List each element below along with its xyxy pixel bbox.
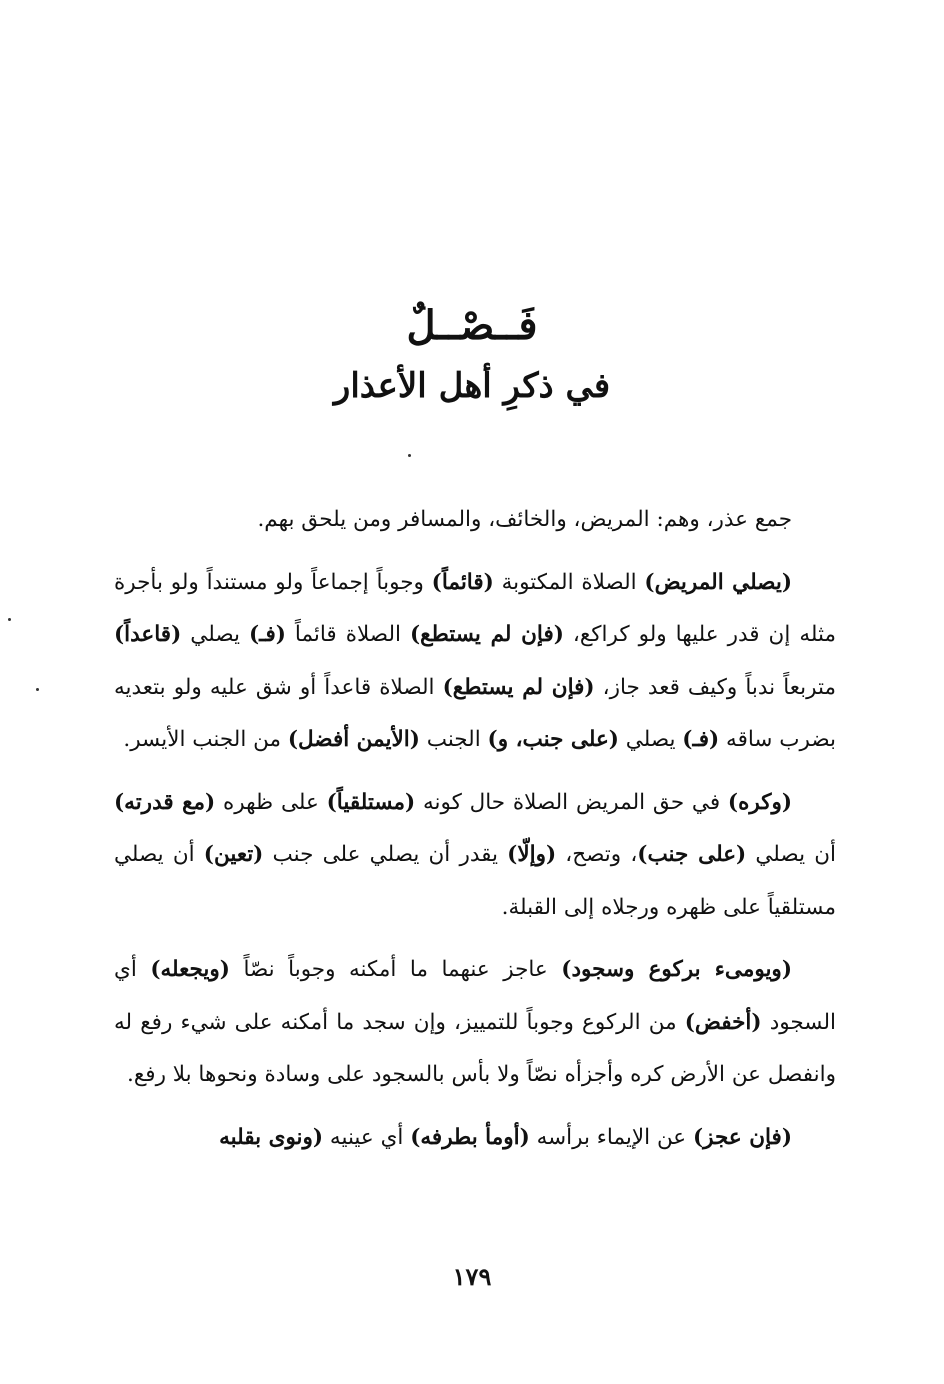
- paragraph: [114, 557, 836, 767]
- text-run: أي السجود: [114, 957, 836, 1035]
- text-run: يصلي: [618, 727, 683, 752]
- chapter-heading: فَــصْــلٌ: [406, 302, 538, 349]
- text-run: جمع عذر، وهم: المريض، والخائف، والمسافر ومن يلحق بهم.: [257, 507, 792, 532]
- paragraph: [114, 1112, 836, 1165]
- bold-term: (على جنب، و): [487, 727, 619, 752]
- bold-term: (الأيمن أفضل): [287, 727, 420, 752]
- text-run: أن يصلي مستلقياً على ظهره ورجلاه إلى القبلة.: [114, 842, 836, 920]
- bold-term: (قائماً): [431, 569, 494, 595]
- paragraph: [114, 944, 836, 1102]
- bold-term: (فـ): [248, 622, 286, 647]
- bold-term: (على جنب): [637, 842, 747, 867]
- bold-term: (وكره): [727, 789, 792, 815]
- text-run: يصلي: [181, 622, 249, 647]
- text-run: على ظهره: [215, 789, 327, 815]
- bold-term: (فإن لم يستطع): [410, 622, 564, 647]
- text-run: متربعاً ندباً وكيف قعد جاز،: [594, 674, 836, 700]
- text-run: من الركوع وجوباً للتمييز، وإن سجد ما أمكنه على شيء رفع له وانفصل عن الأرض كره وأجزأه نصّاً ولا بأس بالسجود على وسادة ونحوها بلا رفع.: [114, 1009, 836, 1087]
- paragraph: [114, 494, 836, 547]
- chapter-subtitle: في ذكرِ أهل الأعذار: [333, 366, 611, 406]
- bold-term: (يصلي المريض): [644, 569, 792, 595]
- scan-speck: [36, 688, 39, 691]
- text-run: الصلاة قاعداً أو شق عليه ولو بتعديه بضرب ساقه: [114, 674, 836, 752]
- scan-speck: [8, 618, 11, 621]
- bold-term: (فإن لم يستطع): [442, 674, 595, 700]
- text-run: عاجز عنهما ما أمكنه وجوباً نصّاً: [229, 957, 562, 982]
- text-run: وجوباً إجماعاً ولو مستنداً ولو بأجرة مثله إن قدر عليها ولو كراكع،: [114, 569, 836, 647]
- text-run: الصلاة المكتوبة: [493, 569, 645, 595]
- bold-term: (ويجعله): [150, 957, 230, 982]
- bold-term: (أخفض): [684, 1009, 762, 1035]
- text-run: يقدر أن يصلي على جنب: [263, 842, 508, 867]
- text-run: من الجنب الأيسر.: [123, 727, 288, 752]
- text-run: في حق المريض الصلاة حال كونه: [415, 789, 728, 815]
- text-run: عن الإيماء برأسه: [529, 1124, 693, 1150]
- scan-speck: [408, 454, 411, 457]
- paragraph: [114, 777, 836, 935]
- bold-term: (تعين): [203, 842, 264, 867]
- bold-term: (ويومىء بركوع وسجود): [561, 957, 792, 982]
- text-run: الصلاة قائماً: [285, 622, 410, 647]
- text-run: أي عينيه: [323, 1124, 411, 1150]
- text-run: أن يصلي: [746, 842, 836, 867]
- text-run: ، وتصح،: [556, 842, 638, 867]
- text-run: الجنب: [419, 727, 488, 752]
- bold-term: (فإن عجز): [692, 1124, 792, 1150]
- body-text: [114, 494, 836, 1174]
- bold-term: (فـ): [682, 727, 720, 752]
- bold-term: (قاعداً): [114, 622, 182, 647]
- bold-term: (وإلّا): [507, 842, 557, 867]
- bold-term: (مع قدرته): [114, 789, 216, 815]
- bold-term: (مستلقياً): [326, 789, 416, 815]
- page-number: ١٧٩: [452, 1262, 492, 1291]
- bold-term: (ونوى بقلبه: [219, 1124, 324, 1150]
- bold-term: (أومأ بطرفه): [410, 1124, 530, 1150]
